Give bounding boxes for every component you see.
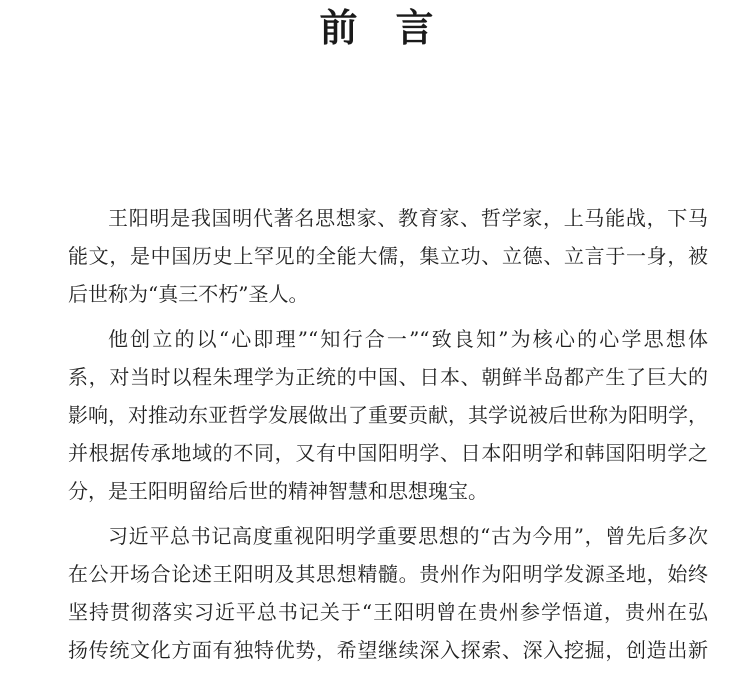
text-line: 扬传统文化方面有独特优势，希望继续深入探索、深入挖掘，创造出新 xyxy=(68,638,708,662)
page-title: 前 言 xyxy=(319,5,434,50)
text-line: 习近平总书记高度重视阳明学重要思想的“古为今用”，曾先后多次 xyxy=(108,524,708,548)
document-body xyxy=(68,199,708,676)
text-line: 坚持贯彻落实习近平总书记关于“王阳明曾在贵州参学悟道，贵州在弘 xyxy=(68,600,708,624)
text-line: 影响，对推动东亚哲学发展做出了重要贡献，其学说被后世称为阳明学， xyxy=(68,403,708,427)
text-line: 在公开场合论述王阳明及其思想精髓。贵州作为阳明学发源圣地，始终 xyxy=(68,562,708,586)
text-line: 分，是王阳明留给后世的精神智慧和思想瑰宝。 xyxy=(68,479,488,503)
paragraph-3 xyxy=(68,517,708,669)
text-line: 后世称为“真三不朽”圣人。 xyxy=(68,282,309,306)
text-line: 系，对当时以程朱理学为正统的中国、日本、朝鲜半岛都产生了巨大的 xyxy=(68,365,708,389)
text-line: 王阳明是我国明代著名思想家、教育家、哲学家，上马能战，下马 xyxy=(108,206,708,230)
paragraph-2 xyxy=(68,320,708,510)
text-line: 能文，是中国历史上罕见的全能大儒，集立功、立德、立言于一身，被 xyxy=(68,244,708,268)
text-line: 他创立的以“心即理”“知行合一”“致良知”为核心的心学思想体 xyxy=(108,327,708,351)
paragraph-1 xyxy=(68,199,708,313)
text-line: 并根据传承地域的不同，又有中国阳明学、日本阳明学和韩国阳明学之 xyxy=(68,441,708,465)
